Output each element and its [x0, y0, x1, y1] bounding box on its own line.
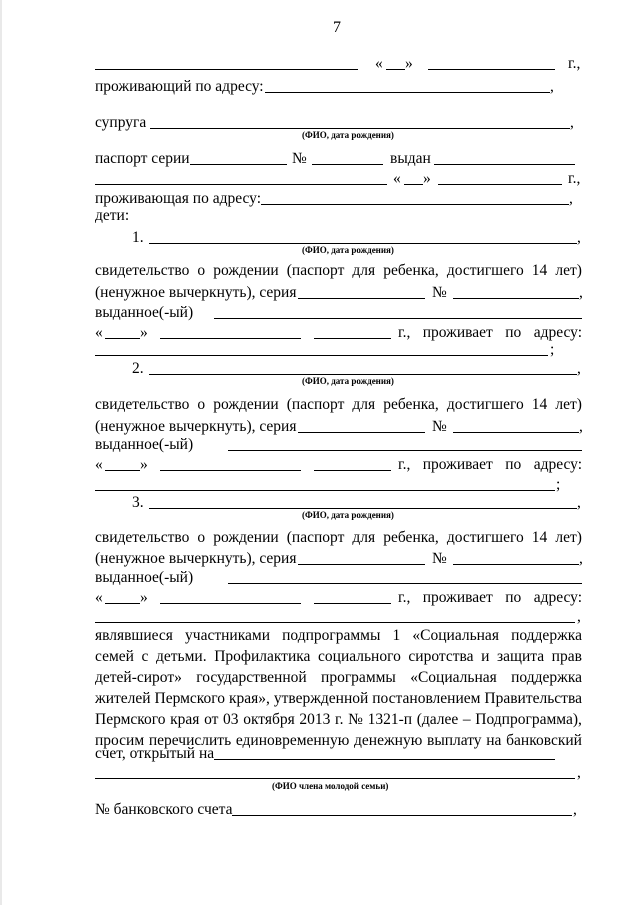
blank-line: [95, 69, 358, 70]
lives-at: г., проживает по адресу:: [398, 589, 582, 606]
blank-line: [95, 184, 387, 185]
blank-month: [160, 603, 301, 604]
spouse-field[interactable]: [150, 128, 570, 129]
number-sign: №: [432, 550, 447, 567]
address-field-child-2[interactable]: [95, 490, 555, 491]
scan-edge: [0, 0, 2, 905]
children-label: дети:: [95, 207, 130, 224]
passport-series-label: паспорт серии: [95, 150, 190, 167]
lives-at: г., проживает по адресу:: [398, 456, 582, 473]
passport-number-field[interactable]: [312, 164, 383, 165]
blank-year: [314, 470, 391, 471]
issued-by-label: выданное(-ый): [95, 304, 194, 321]
bank-account-field[interactable]: [232, 815, 572, 816]
child-number: 3.: [132, 494, 144, 511]
comma: ,: [577, 229, 581, 246]
cert-line: свидетельство о рождении (паспорт для ребенка, достигшего 14 лет): [95, 396, 582, 413]
number-sign: №: [432, 284, 447, 301]
account-opened-label: счет, открытый на: [95, 745, 215, 762]
cert-line: свидетельство о рождении (паспорт для ребенка, достигшего 14 лет): [95, 262, 582, 279]
issued-by-label: выданное(-ый): [95, 436, 194, 453]
issued-label: выдан: [390, 150, 431, 167]
fio-member-caption: (ФИО члена молодой семьи): [272, 781, 389, 791]
comma: ,: [577, 608, 581, 625]
blank-month: [160, 470, 301, 471]
paragraph-line: Пермского края от 03 октября 2013 г. № 1321-п (далее – Подпрограмма),: [95, 711, 582, 728]
comma: ,: [579, 418, 583, 435]
year-suffix: г.,: [568, 170, 581, 187]
blank-month: [438, 184, 562, 185]
quote-open: «: [393, 170, 401, 187]
fio-caption: (ФИО, дата рождения): [302, 376, 394, 386]
semicolon: ;: [550, 341, 555, 358]
quote-open: «: [95, 589, 103, 606]
passport-issued-field[interactable]: [434, 164, 575, 165]
quote-close: »: [423, 170, 431, 187]
cert-series-field[interactable]: [298, 432, 425, 433]
child-1-field[interactable]: [149, 243, 577, 244]
child-number: 1.: [132, 229, 144, 246]
issued-by-field[interactable]: [214, 318, 582, 319]
fio-caption: (ФИО, дата рождения): [302, 510, 394, 520]
blank-day: [105, 338, 140, 339]
blank-month: [160, 338, 301, 339]
cert-series-label: (ненужное вычеркнуть), серия: [95, 284, 297, 301]
cert-number-field[interactable]: [453, 432, 579, 433]
fio-caption: (ФИО, дата рождения): [302, 130, 394, 140]
number-sign: №: [292, 150, 307, 167]
cert-series-field[interactable]: [298, 564, 425, 565]
comma: ,: [579, 284, 583, 301]
member-fio-field[interactable]: [95, 778, 575, 779]
quote-open: «: [375, 55, 383, 72]
semicolon: ;: [556, 476, 561, 493]
year-suffix: г.,: [568, 55, 581, 72]
spouse-label: супруга: [95, 114, 147, 131]
child-number: 2.: [132, 360, 144, 377]
quote-close: »: [405, 55, 413, 72]
number-sign: №: [432, 418, 447, 435]
comma: ,: [577, 764, 581, 781]
paragraph-line: детей-сирот» государственной программы «Социальная поддержка: [95, 669, 582, 686]
child-3-field[interactable]: [149, 508, 577, 509]
blank-year: [314, 338, 391, 339]
passport-series-field[interactable]: [190, 164, 287, 165]
blank-month: [428, 69, 555, 70]
comma: ,: [577, 360, 581, 377]
issued-by-field[interactable]: [228, 450, 582, 451]
cert-series-label: (ненужное вычеркнуть), серия: [95, 418, 297, 435]
comma: ,: [573, 801, 577, 818]
cert-series-label: (ненужное вычеркнуть), серия: [95, 550, 297, 567]
quote-close: »: [140, 589, 148, 606]
blank-day: [105, 603, 140, 604]
address-field-child-3[interactable]: [95, 622, 575, 623]
blank-day: [105, 470, 140, 471]
issued-by-field[interactable]: [228, 583, 582, 584]
issued-by-label: выданное(-ый): [95, 569, 194, 586]
cert-line: свидетельство о рождении (паспорт для ребенка, достигшего 14 лет): [95, 529, 582, 546]
quote-close: »: [140, 324, 148, 341]
paragraph-line: являвшиеся участниками подпрограммы 1 «Социальная поддержка: [95, 627, 582, 644]
address-field-f[interactable]: [261, 204, 569, 205]
quote-close: »: [140, 456, 148, 473]
quote-open: «: [95, 456, 103, 473]
address-field-child-1[interactable]: [95, 355, 548, 356]
comma: ,: [579, 550, 583, 567]
cert-series-field[interactable]: [298, 298, 425, 299]
bank-account-label: № банковского счета: [95, 801, 233, 818]
paragraph-line: жителей Пермского края», утвержденной постановлением Правительства: [95, 690, 582, 707]
fio-caption: (ФИО, дата рождения): [302, 245, 394, 255]
blank-year: [314, 603, 391, 604]
cert-number-field[interactable]: [453, 298, 579, 299]
blank-day: [404, 184, 423, 185]
paragraph-line: просим перечислить единовременную денежную выплату на банковский: [95, 732, 582, 749]
quote-open: «: [95, 324, 103, 341]
cert-number-field[interactable]: [453, 564, 579, 565]
blank-day: [386, 69, 405, 70]
address-field-m[interactable]: [265, 92, 550, 93]
lives-at: г., проживает по адресу:: [398, 324, 582, 341]
account-holder-field[interactable]: [214, 759, 555, 760]
comma: ,: [577, 494, 581, 511]
comma: ,: [569, 190, 573, 207]
comma: ,: [570, 114, 574, 131]
address-label-f: проживающая по адресу:: [95, 190, 262, 207]
page-number: 7: [333, 19, 341, 36]
child-2-field[interactable]: [149, 374, 577, 375]
paragraph-line: семей с детьми. Профилактика социального сиротства и защита прав: [95, 648, 582, 665]
address-label-m: проживающий по адресу:: [95, 78, 264, 95]
comma: ,: [550, 78, 554, 95]
